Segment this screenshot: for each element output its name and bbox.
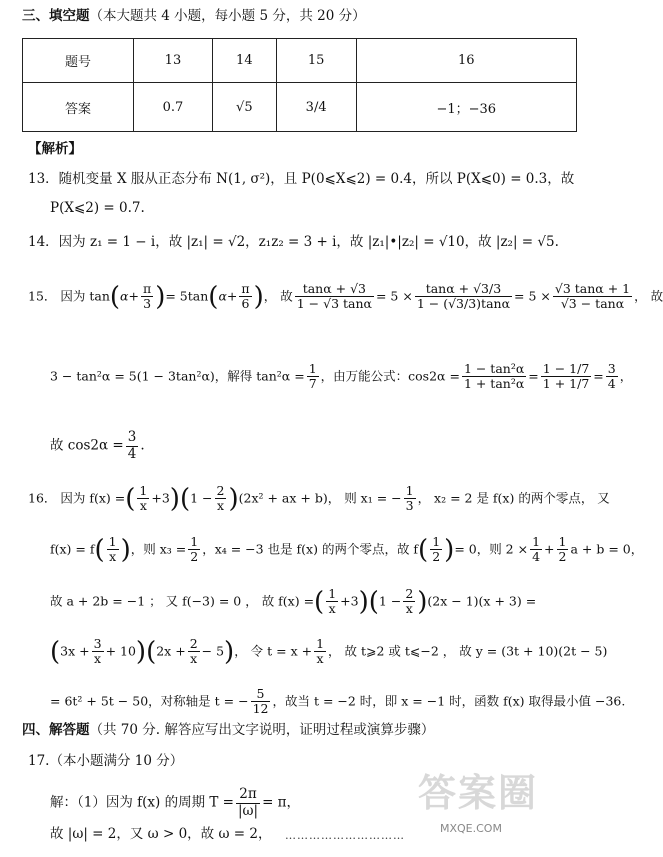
q16-l2-a: f(x) = f bbox=[50, 541, 95, 557]
q16-frac-5-12: $\frac{5}{12}$ bbox=[252, 686, 269, 717]
q15-frac-1-7: $\frac{1}{7}$ bbox=[308, 361, 317, 392]
q15-line-2 bbox=[50, 362, 632, 392]
q16-l5-a: = 6t² + 5t − 50，对称轴是 t = − bbox=[50, 693, 249, 709]
q13-line-2: P(X⩽2) = 0.7. bbox=[50, 200, 145, 216]
q17-title: 17.（本小题满分 10 分） bbox=[28, 753, 184, 769]
q16-l1-b: (2x² + ax + b)， 则 x₁ = − bbox=[238, 490, 402, 506]
cell-answer-label: 答案 bbox=[23, 83, 134, 132]
q15-frac-pi-6: $\frac{\pi}{6}$ bbox=[241, 281, 250, 312]
q16-l5-b: ，故当 t = −2 时，即 x = −1 时，函数 f(x) 取得最小值 −36. bbox=[272, 693, 626, 709]
q16-line-2: f(x) = f( $\frac{1}{x}$ )，则 x₃ = $\frac{1}{2}$ ，x₄ = −3 也是 f(x) 的两个零点，故 f( $\frac{1}{2}$ )= 0，则 2 × $\frac{1}{4}$ + $\frac{1}{2}$ a + b = 0， bbox=[50, 534, 644, 565]
q15-l3-b: . bbox=[140, 437, 145, 454]
q15-l2-e: ， bbox=[619, 368, 633, 384]
q15-frac-pi-3: $\frac{\pi}{3}$ bbox=[142, 281, 152, 312]
section-3-heading-row bbox=[22, 10, 366, 24]
cell-answer-15: 3/4 bbox=[276, 83, 356, 132]
q17-l1-a: 解：（1）因为 f(x) 的周期 T = bbox=[50, 794, 234, 811]
q15-frac-3-4: $\frac{3}{4}$ bbox=[607, 361, 616, 392]
q15-line-3 bbox=[50, 430, 145, 462]
cell-question-14: 14 bbox=[212, 39, 276, 83]
q16-l1-a: 16． 因为 f(x) = bbox=[28, 490, 126, 506]
q16-frac-1-3: $\frac{1}{3}$ bbox=[405, 483, 414, 514]
q16-l2-c: ，x₄ = −3 也是 f(x) 的两个零点，故 f bbox=[202, 541, 419, 557]
q15-l2-a: 3 − tan²α = 5(1 − 3tan²α)，解得 tan²α = bbox=[50, 368, 305, 384]
cell-answer-13: 0.7 bbox=[134, 83, 213, 132]
q16-line-3: 故 a + 2b = −1 ； 又 f(−3) = 0 ， 故 f(x) =( $\frac{1}{x}$ +3)(1 − $\frac{2}{x}$ )(2x − 1)(x + 3) = bbox=[50, 586, 537, 617]
cell-answer-14: √5 bbox=[212, 83, 276, 132]
section-4-heading: 四、解答题 bbox=[22, 722, 90, 738]
q16-l2-b: ，则 x₃ = bbox=[130, 541, 187, 557]
answer-table bbox=[22, 38, 577, 132]
q16-l1-c: ， x₂ = 2 是 f(x) 的两个零点， 又 bbox=[417, 490, 610, 506]
q15-frac-t3: $\frac{√3 \tan\alpha + 1}{√3 - \tan\alpha}$ bbox=[554, 281, 631, 312]
q16-l4-a: ， 令 t = x + bbox=[234, 643, 313, 659]
q16-l4-b: ， 故 t⩾2 或 t⩽−2 ， 故 y = (3t + 10)(2t − 5) bbox=[328, 643, 608, 659]
q17-l1-b: = π， bbox=[262, 794, 301, 811]
section-3-heading: 三、填空题 bbox=[22, 8, 90, 24]
q16-line-5 bbox=[50, 687, 625, 717]
section-4-heading-row bbox=[22, 724, 434, 738]
q15-l2-c: = bbox=[528, 368, 539, 384]
q15-text-d: = 5 × bbox=[375, 288, 413, 304]
watermark-logo: 答案圈 bbox=[418, 771, 539, 815]
analysis-heading: 【解析】 bbox=[28, 141, 82, 157]
q16-line-1: 16． 因为 f(x) =( $\frac{1}{x}$ +3)(1 − $\frac{2}{x}$ )(2x² + ax + b)， 则 x₁ = − $\frac{1}{3}$ ， x₂ = 2 是 f(x) 的两个零点， 又 bbox=[28, 483, 610, 514]
q15-l3-a: 故 cos2α = bbox=[50, 437, 124, 454]
q17-frac-period: $\frac{2\pi}{|\omega|}$ bbox=[237, 786, 259, 819]
q15-text-b: = 5tan bbox=[165, 288, 209, 304]
cell-question-13: 13 bbox=[134, 39, 213, 83]
q15-text-a: 15． 因为 tan bbox=[28, 288, 110, 304]
q15-frac-result: $\frac{3}{4}$ bbox=[127, 429, 137, 462]
cell-answer-16: −1；−36 bbox=[356, 83, 577, 132]
q16-l2-e: + bbox=[544, 541, 555, 557]
watermark-url: MXQE.COM bbox=[440, 822, 502, 835]
q16-line-4: (3x + $\frac{3}{x}$ + 10)(2x + $\frac{2}{x}$ − 5)， 令 t = x + $\frac{1}{x}$ ， 故 t⩾2 或 t⩽−2 ， 故 y = (3t + 10)(2t − 5) bbox=[50, 636, 608, 667]
q15-frac-t1: $\frac{\tan\alpha + √3}{1 - √3 \tan\alpha}$ bbox=[296, 281, 372, 312]
q17-dots: ………………………… bbox=[285, 829, 405, 842]
q16-l2-d: = 0，则 2 × bbox=[454, 541, 529, 557]
q16-l2-f: a + b = 0， bbox=[570, 541, 644, 557]
q15-text-e: = 5 × bbox=[514, 288, 551, 304]
section-3-note: （本大题共 4 小题，每小题 5 分，共 20 分） bbox=[89, 8, 366, 24]
q16-l3-a: 故 a + 2b = −1 ； 又 f(−3) = 0 ， 故 f(x) = bbox=[50, 593, 315, 609]
q15-frac-t2: $\frac{\tan\alpha + √3/3}{1 - (√3/3)\tan\alpha}$ bbox=[416, 281, 511, 312]
q15-text-f: ， 故 bbox=[634, 288, 663, 304]
q14-line-1: 14．因为 z₁ = 1 − i，故 |z₁| = √2，z₁z₂ = 3 + i，故 |z₁|•|z₂| = √10，故 |z₂| = √5. bbox=[28, 234, 559, 250]
q17-line-2: 故 |ω| = 2，又 ω > 0，故 ω = 2， bbox=[50, 826, 272, 842]
q15-text-c: ， 故 bbox=[263, 288, 293, 304]
q15-l2-b: ，由万能公式：cos2α = bbox=[320, 368, 460, 384]
cell-question-15: 15 bbox=[276, 39, 356, 83]
q15-l2-d: = bbox=[593, 368, 604, 384]
cell-question-label: 题号 bbox=[23, 39, 134, 83]
cell-question-16: 16 bbox=[356, 39, 577, 83]
q15-line-1: 15． 因为 tan(α+ $\frac{\pi}{3}$ )= 5tan(α+ $\frac{\pi}{6}$ )， 故 $\frac{\tan\alpha + √3}{1 - √3 \tan\alpha}$ = 5 × $\frac{\tan\alpha + √3/3}{1 - (√3/3)\tan\alpha}$ = 5 × $\frac{√3 \tan\alpha + 1}{√3 - \tan\alpha}$ ， 故 bbox=[28, 281, 663, 312]
q16-l3-b: (2x − 1)(x + 3) = bbox=[427, 593, 537, 609]
answer-table-row-answers bbox=[23, 83, 577, 132]
q17-line-1 bbox=[50, 787, 300, 819]
answer-table-row-questions bbox=[23, 39, 577, 83]
section-4-note: （共 70 分. 解答应写出文字说明，证明过程或演算步骤） bbox=[89, 722, 435, 738]
q15-frac-cos2: $\frac{1 - 1/7}{1 + 1/7}$ bbox=[542, 361, 590, 392]
q13-line-1: 13．随机变量 X 服从正态分布 N(1, σ²)，且 P(0⩽X⩽2) = 0.4，所以 P(X⩽0) = 0.3，故 bbox=[28, 171, 575, 187]
q15-frac-cos: $\frac{\text{1 − tan²α}}{\text{1 + tan²α}}$ bbox=[463, 361, 525, 392]
